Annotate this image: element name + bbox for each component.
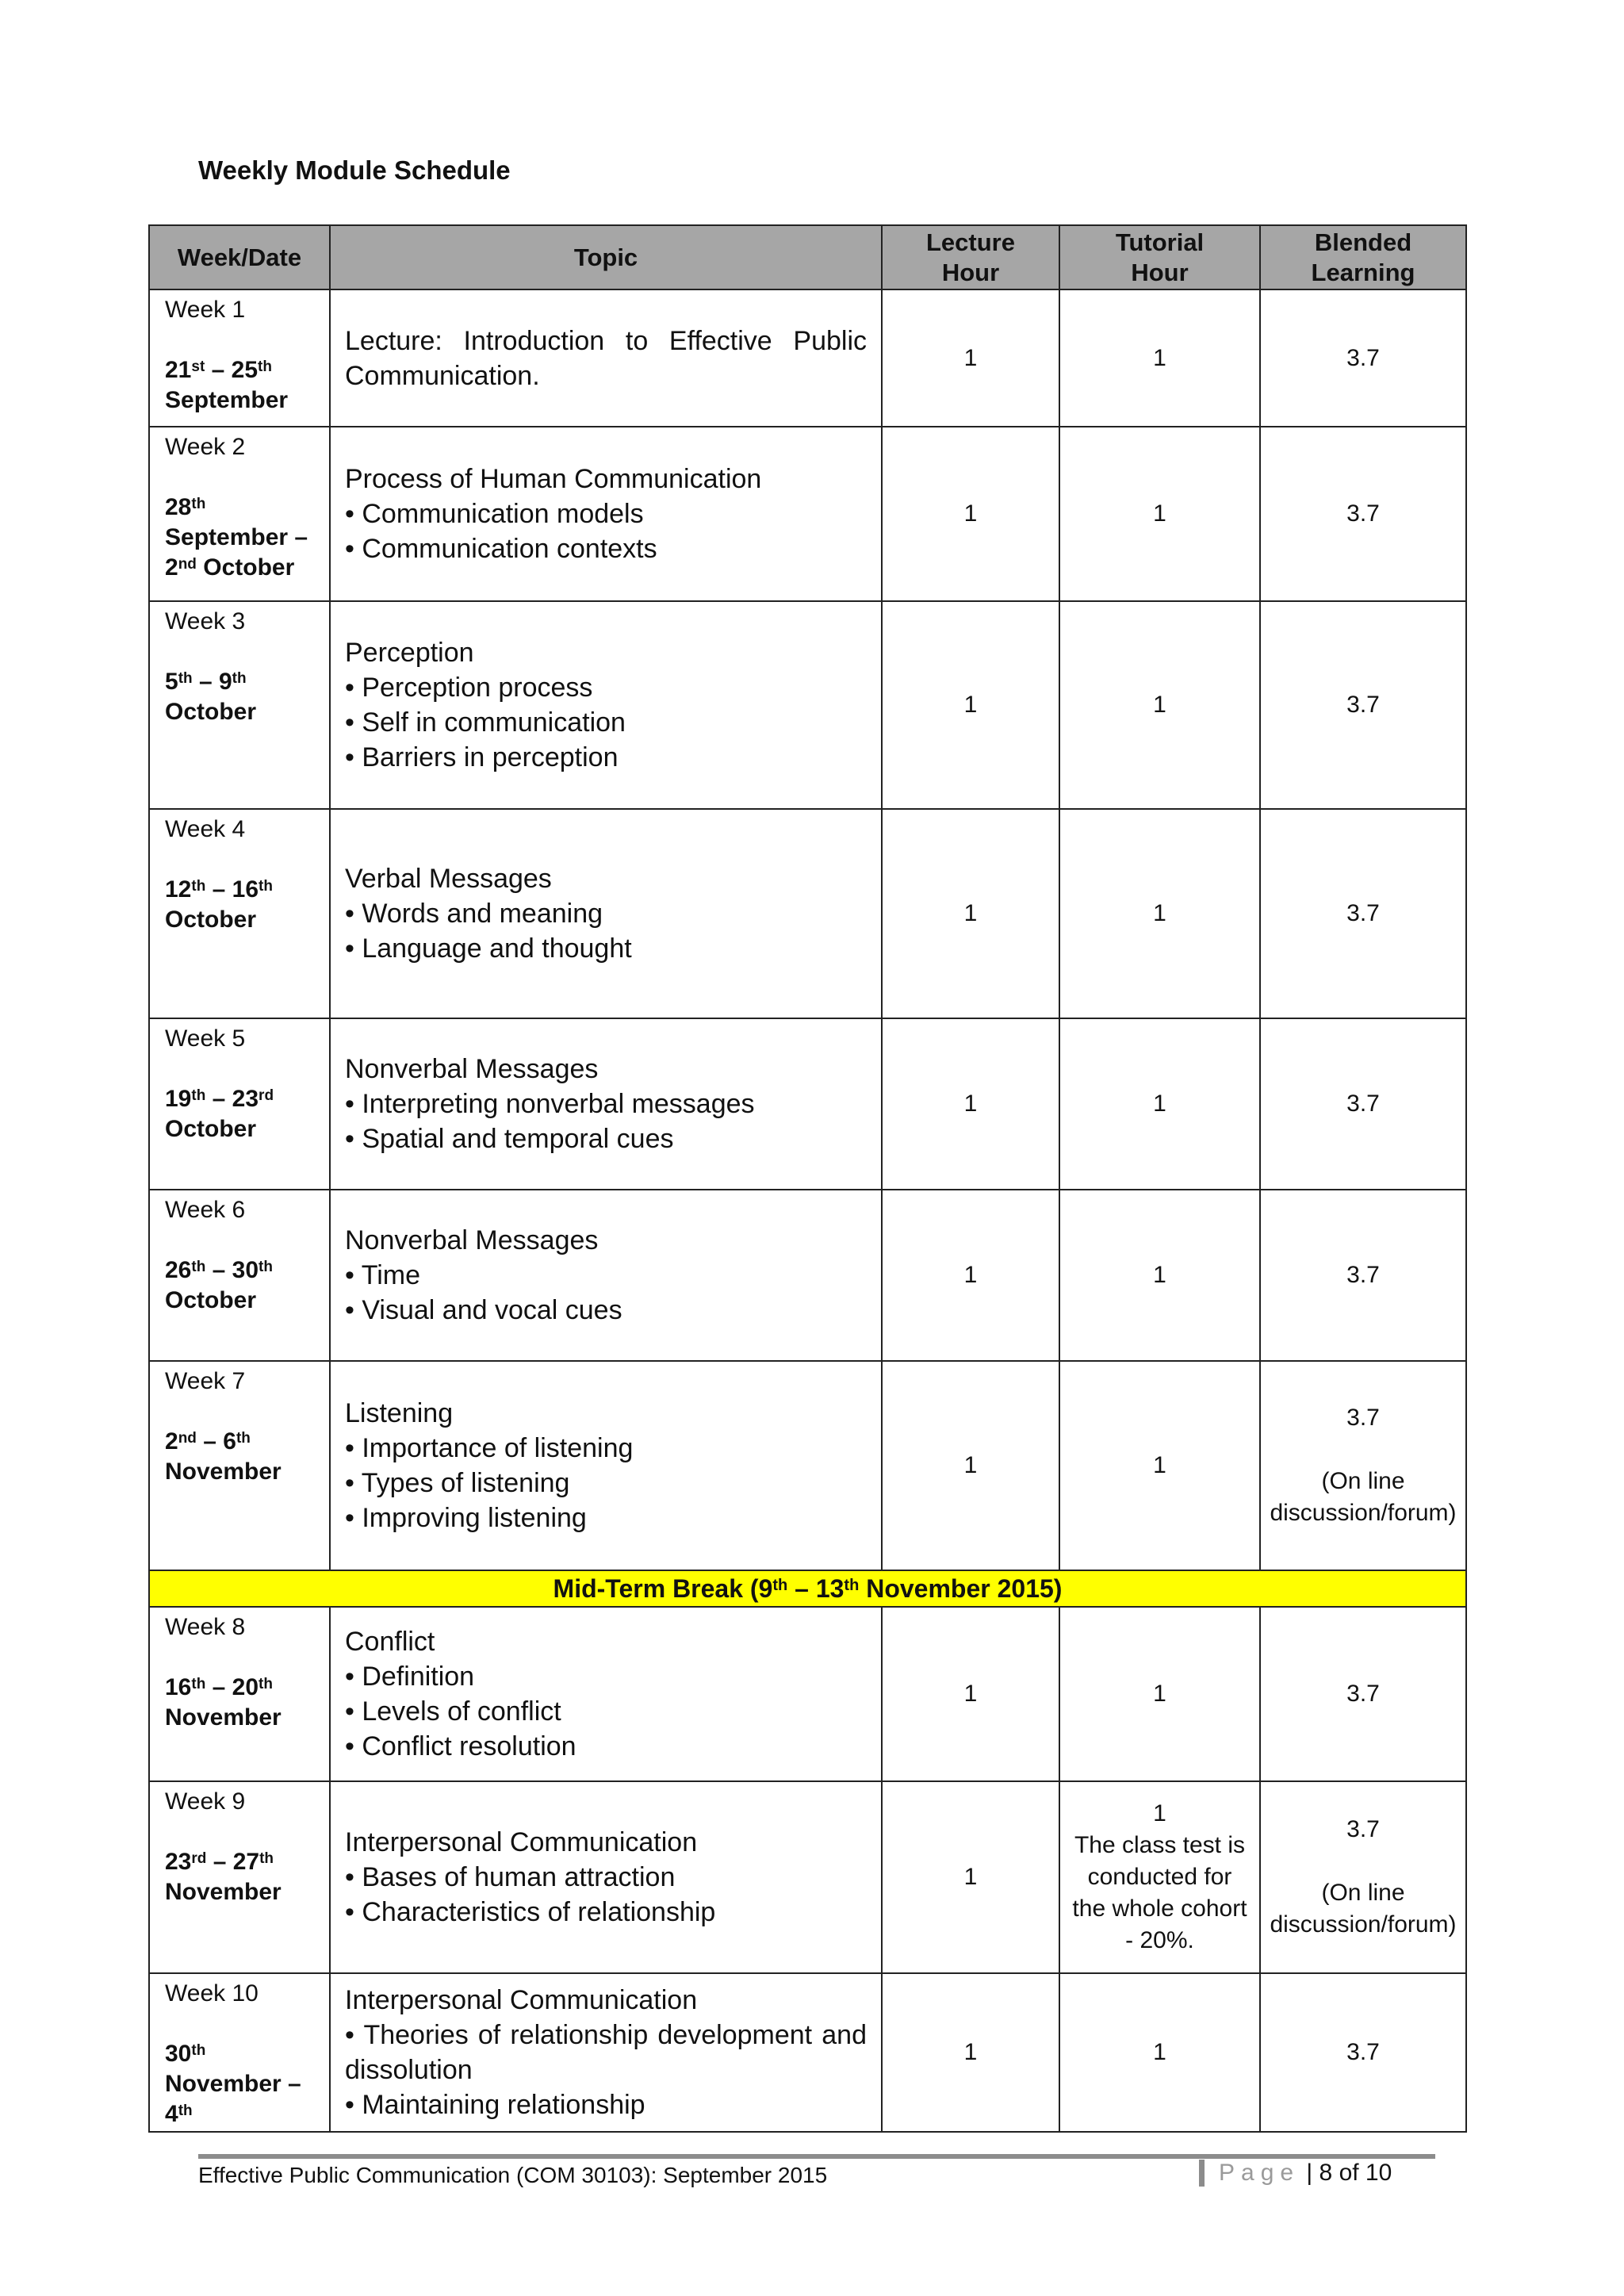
topic-line: Process of Human Communication	[345, 464, 762, 494]
footer-course-title: Effective Public Communication (COM 30103): September 2015	[198, 2163, 828, 2187]
cell-line: discussion/forum)	[1270, 1911, 1457, 1938]
topic-line: Interpersonal Communication	[345, 1827, 698, 1857]
table-row	[149, 1973, 1466, 2132]
topic-line: • Spatial and temporal cues	[345, 1124, 674, 1154]
topic-line: • Maintaining relationship	[345, 2090, 645, 2120]
lecture-hour-cell: 1	[882, 1361, 1059, 1570]
header-blended-learning: Blended Learning	[1260, 225, 1466, 289]
header-tutorial-hour: Tutorial Hour	[1059, 225, 1260, 289]
cell-line: 3.7	[1346, 1681, 1380, 1707]
lecture-hour-cell: 1	[882, 1190, 1059, 1361]
week-label: Week 7	[165, 1368, 246, 1394]
topic-line: Perception	[345, 638, 474, 668]
topic-line: • Language and thought	[345, 933, 632, 964]
blended-learning-cell	[1260, 809, 1466, 1018]
footer-rule	[198, 2154, 1435, 2159]
cell-line: 1	[1153, 1800, 1166, 1826]
table-header-row	[149, 225, 1466, 289]
topic-cell	[330, 809, 882, 1018]
cell-line: 1	[1153, 1091, 1166, 1117]
topic-line: Nonverbal Messages	[345, 1054, 599, 1084]
footer-page-number	[1199, 2160, 1392, 2187]
topic-line: Listening	[345, 1398, 454, 1428]
week-date-cell	[149, 427, 330, 601]
cell-line: 3.7	[1346, 1816, 1380, 1842]
cell-line: 3.7	[1346, 500, 1380, 527]
cell-line: 3.7	[1346, 1091, 1380, 1117]
topic-line: • Levels of conflict	[345, 1696, 561, 1727]
blended-learning-cell	[1260, 601, 1466, 809]
blended-learning-cell	[1260, 1781, 1466, 1973]
week-dates: 5th – 9th	[165, 669, 247, 695]
week-date-cell	[149, 1018, 330, 1190]
lecture-hour-cell: 1	[882, 1607, 1059, 1781]
cell-line: 3.7	[1346, 2039, 1380, 2065]
week-month: November	[165, 1704, 282, 1731]
cell-line: discussion/forum)	[1270, 1500, 1457, 1526]
week-label: Week 1	[165, 297, 246, 323]
week-month: November –	[165, 2071, 301, 2097]
week-label: Week 2	[165, 434, 246, 460]
tutorial-hour-cell	[1059, 1781, 1260, 1973]
cell-line: 1	[1153, 900, 1166, 926]
topic-line: Communication.	[345, 360, 540, 391]
tutorial-hour-cell	[1059, 289, 1260, 427]
blended-learning-cell	[1260, 289, 1466, 427]
lecture-hour-cell: 1	[882, 289, 1059, 427]
week-month: September	[165, 387, 289, 413]
blended-learning-cell	[1260, 427, 1466, 601]
tutorial-hour-cell	[1059, 1018, 1260, 1190]
lecture-hour-cell: 1	[882, 1781, 1059, 1973]
cell-line: 3.7	[1346, 344, 1380, 371]
week-dates: 12th – 16th	[165, 876, 273, 903]
cell-line: 3.7	[1346, 1262, 1380, 1288]
cell-line: 1	[1153, 344, 1166, 371]
topic-line: • Visual and vocal cues	[345, 1295, 622, 1325]
cell-line: 1	[1153, 500, 1166, 527]
week-dates: 26th – 30th	[165, 1257, 273, 1283]
week-dates: 30th	[165, 2041, 206, 2067]
topic-line: • Barriers in perception	[345, 742, 619, 772]
week-dates: 19th – 23rd	[165, 1086, 274, 1112]
blended-learning-cell	[1260, 1190, 1466, 1361]
topic-cell	[330, 1607, 882, 1781]
week-dates-end: 4th	[165, 2101, 193, 2127]
topic-line: Verbal Messages	[345, 864, 552, 894]
table-row	[149, 1190, 1466, 1361]
topic-line: • Importance of listening	[345, 1433, 634, 1463]
week-month: October	[165, 907, 257, 933]
cell-line: the whole cohort	[1072, 1895, 1247, 1922]
table-row	[149, 427, 1466, 601]
topic-line: • Types of listening	[345, 1468, 570, 1498]
topic-line: • Interpreting nonverbal messages	[345, 1089, 755, 1119]
topic-cell	[330, 427, 882, 601]
tutorial-hour-cell	[1059, 601, 1260, 809]
blended-learning-cell	[1260, 1607, 1466, 1781]
topic-line: dissolution	[345, 2055, 473, 2085]
lecture-hour-cell: 1	[882, 1973, 1059, 2132]
page-title: Weekly Module Schedule	[198, 155, 511, 185]
week-month: September –	[165, 524, 308, 550]
week-month: October	[165, 1116, 257, 1142]
week-label: Week 10	[165, 1980, 259, 2007]
week-month: October	[165, 699, 257, 725]
cell-line: 1	[1153, 1262, 1166, 1288]
tutorial-hour-cell	[1059, 1607, 1260, 1781]
week-date-cell	[149, 1361, 330, 1570]
week-label: Week 5	[165, 1025, 246, 1052]
header-topic: Topic	[330, 225, 882, 289]
topic-line: Interpersonal Communication	[345, 1985, 698, 2015]
topic-line: • Words and meaning	[345, 899, 603, 929]
cell-line: 3.7	[1346, 1405, 1380, 1431]
topic-line: • Definition	[345, 1662, 475, 1692]
topic-line: • Communication contexts	[345, 534, 657, 564]
table-row	[149, 289, 1466, 427]
topic-line: Nonverbal Messages	[345, 1225, 599, 1255]
lecture-hour-cell: 1	[882, 427, 1059, 601]
tutorial-hour-cell	[1059, 1361, 1260, 1570]
cell-line: 1	[1153, 1452, 1166, 1478]
week-dates: 16th – 20th	[165, 1674, 273, 1700]
week-dates: 23rd – 27th	[165, 1849, 274, 1875]
topic-line: • Theories of relationship development and	[345, 2020, 867, 2050]
week-dates-end: 2nd October	[165, 554, 295, 581]
cell-line: (On line	[1321, 1468, 1405, 1494]
topic-line: • Characteristics of relationship	[345, 1897, 716, 1927]
topic-line: Lecture: Introduction to Effective Public	[345, 325, 867, 356]
week-label: Week 9	[165, 1788, 246, 1815]
header-week-date: Week/Date	[149, 225, 330, 289]
topic-cell	[330, 289, 882, 427]
cell-line: The class test is	[1074, 1832, 1246, 1858]
cell-line: 3.7	[1346, 692, 1380, 718]
lecture-hour-cell: 1	[882, 1018, 1059, 1190]
topic-cell	[330, 601, 882, 809]
lecture-hour-cell: 1	[882, 809, 1059, 1018]
footer-page-word: Page	[1219, 2160, 1300, 2186]
week-label: Week 8	[165, 1614, 246, 1640]
week-date-cell	[149, 809, 330, 1018]
topic-line: • Improving listening	[345, 1503, 587, 1533]
topic-line: Conflict	[345, 1627, 435, 1657]
topic-line: • Perception process	[345, 673, 593, 703]
cell-line: 3.7	[1346, 900, 1380, 926]
week-label: Week 6	[165, 1197, 246, 1223]
week-dates: 28th	[165, 494, 206, 520]
cell-line: 1	[1153, 2039, 1166, 2065]
week-month: November	[165, 1879, 282, 1905]
topic-line: • Bases of human attraction	[345, 1862, 676, 1892]
cell-line: 1	[1153, 692, 1166, 718]
weekly-schedule-table	[148, 224, 1467, 2133]
table-row	[149, 1607, 1466, 1781]
topic-cell	[330, 1018, 882, 1190]
header-lecture-hour: Lecture Hour	[882, 225, 1059, 289]
week-date-cell	[149, 601, 330, 809]
topic-line: • Time	[345, 1260, 421, 1290]
blended-learning-cell	[1260, 1973, 1466, 2132]
week-date-cell	[149, 1607, 330, 1781]
cell-line: - 20%.	[1125, 1927, 1194, 1953]
week-date-cell	[149, 1973, 330, 2132]
tutorial-hour-cell	[1059, 1973, 1260, 2132]
cell-line: 1	[1153, 1681, 1166, 1707]
table-row	[149, 1361, 1466, 1570]
topic-cell	[330, 1190, 882, 1361]
midterm-break-label: Mid-Term Break (9th – 13th November 2015)	[149, 1570, 1466, 1607]
blended-learning-cell	[1260, 1361, 1466, 1570]
week-label: Week 4	[165, 816, 246, 842]
table-row	[149, 809, 1466, 1018]
topic-line: • Communication models	[345, 499, 644, 529]
footer-page-count: | 8 of 10	[1306, 2160, 1392, 2186]
tutorial-hour-cell	[1059, 809, 1260, 1018]
topic-cell	[330, 1361, 882, 1570]
cell-line: conducted for	[1087, 1864, 1232, 1890]
tutorial-hour-cell	[1059, 427, 1260, 601]
week-dates: 2nd – 6th	[165, 1428, 251, 1455]
week-date-cell	[149, 1781, 330, 1973]
lecture-hour-cell: 1	[882, 601, 1059, 809]
week-month: October	[165, 1287, 257, 1313]
table-row	[149, 601, 1466, 809]
tutorial-hour-cell	[1059, 1190, 1260, 1361]
topic-line: • Self in communication	[345, 707, 626, 738]
week-month: November	[165, 1458, 282, 1485]
table-row	[149, 1018, 1466, 1190]
topic-line: • Conflict resolution	[345, 1731, 576, 1761]
cell-line: (On line	[1321, 1880, 1405, 1906]
topic-cell	[330, 1973, 882, 2132]
table-row	[149, 1781, 1466, 1973]
midterm-break-row	[149, 1570, 1466, 1607]
week-label: Week 3	[165, 608, 246, 634]
topic-cell	[330, 1781, 882, 1973]
blended-learning-cell	[1260, 1018, 1466, 1190]
week-dates: 21st – 25th	[165, 357, 272, 383]
week-date-cell	[149, 289, 330, 427]
week-date-cell	[149, 1190, 330, 1361]
